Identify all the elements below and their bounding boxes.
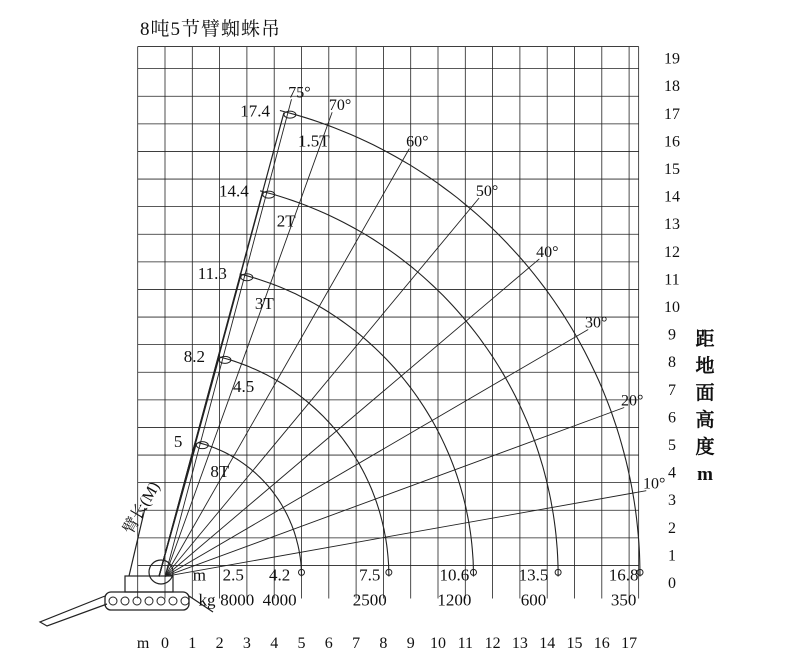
chart-labels — [120, 51, 680, 652]
y-tick-label: 10 — [664, 299, 680, 316]
tip-load-label: 4.5 — [232, 376, 255, 396]
x-tick-label: 17 — [621, 635, 638, 652]
tip-load-label: 8T — [210, 462, 230, 482]
radius-label: 2.5 — [222, 565, 244, 585]
y-tick-label: 16 — [664, 133, 680, 151]
angle-ray — [165, 329, 588, 576]
page-title: 8吨5节臂蜘蛛吊 — [140, 19, 282, 40]
boom-arc — [260, 191, 558, 577]
y-tick-label: 8 — [668, 354, 676, 372]
height-axis-label-char: 距 — [695, 329, 715, 350]
angle-ray — [165, 408, 624, 577]
load-label: 4000 — [262, 590, 297, 610]
height-axis-label-char: 面 — [695, 383, 715, 404]
angle-label: 30° — [584, 314, 608, 332]
y-tick-label: 15 — [664, 161, 680, 178]
y-tick-label: 12 — [664, 243, 680, 261]
y-tick-label: 3 — [668, 492, 676, 510]
track-wheel — [181, 597, 189, 605]
x-tick-label: 9 — [406, 635, 415, 652]
track-wheel — [133, 597, 141, 605]
outrigger-left — [40, 596, 107, 626]
x-tick-label: 1 — [188, 635, 197, 652]
boom-length-label: 11.3 — [197, 264, 227, 284]
angle-ray — [165, 491, 646, 577]
boom-length-label: 8.2 — [183, 346, 205, 366]
track-wheel — [169, 597, 177, 605]
y-tick-label: 5 — [668, 437, 676, 454]
x-tick-label: 3 — [242, 635, 251, 652]
angle-label: 75° — [288, 84, 311, 102]
track-wheel — [109, 597, 117, 605]
x-tick-label: 0 — [161, 635, 169, 652]
tip-load-label: 2T — [276, 211, 296, 231]
y-tick-label: 9 — [668, 326, 676, 344]
x-axis-unit: m — [136, 635, 150, 652]
tip-load-label: 1.5T — [297, 131, 330, 151]
radius-label: 16.8 — [608, 565, 639, 585]
y-tick-label: 7 — [668, 381, 676, 399]
radius-label: 4.2 — [269, 565, 291, 585]
x-tick-label: 4 — [270, 635, 279, 652]
load-label: 350 — [610, 590, 637, 610]
angle-label: 10° — [643, 475, 666, 493]
load-label: 2500 — [352, 590, 387, 610]
x-tick-label: 10 — [430, 635, 446, 652]
load-label: 600 — [520, 590, 547, 610]
height-axis-label-char: 地 — [695, 356, 715, 377]
x-tick-label: 16 — [593, 635, 610, 652]
height-axis-label-char: m — [697, 464, 713, 485]
track-wheel — [121, 597, 129, 605]
boom-length-label: 17.4 — [240, 101, 270, 121]
angle-label: 60° — [406, 133, 429, 151]
crawler-track — [105, 592, 189, 610]
x-tick-label: 11 — [457, 635, 474, 652]
load-label: 8000 — [220, 590, 255, 610]
y-tick-label: 14 — [664, 188, 680, 206]
boom-arc — [240, 274, 474, 577]
grid — [138, 47, 639, 599]
y-tick-label: 6 — [668, 409, 676, 427]
crane-cab — [125, 576, 173, 592]
y-tick-label: 18 — [664, 78, 680, 96]
x-tick-label: 13 — [511, 635, 528, 652]
y-tick-label: 4 — [668, 464, 676, 482]
angle-rays — [165, 99, 646, 576]
angle-ray — [165, 99, 291, 576]
angle-label: 50° — [475, 183, 499, 201]
y-tick-label: 19 — [664, 50, 680, 68]
boom-length-title: 臂长(M) — [120, 479, 164, 537]
angle-ray — [165, 198, 479, 576]
height-axis-label-char: 度 — [695, 437, 715, 458]
load-label: 1200 — [437, 590, 472, 610]
radius-unit: m — [192, 565, 206, 585]
boom-length-label: 5 — [173, 432, 183, 452]
x-tick-label: 15 — [566, 635, 583, 652]
x-tick-label: 5 — [297, 635, 306, 652]
boom-arcs — [198, 111, 643, 577]
height-axis-label-char: 高 — [695, 410, 715, 431]
x-tick-label: 12 — [484, 635, 501, 652]
x-tick-label: 6 — [324, 635, 333, 652]
y-tick-label: 2 — [668, 519, 676, 537]
radius-label: 10.6 — [439, 565, 470, 585]
track-wheel — [145, 597, 153, 605]
boom-arc — [280, 111, 640, 577]
angle-label: 20° — [620, 392, 644, 410]
slewing-ring — [149, 560, 173, 584]
x-tick-label: 7 — [352, 635, 361, 652]
y-tick-label: 11 — [664, 271, 680, 289]
radius-label: 13.5 — [518, 565, 549, 585]
y-tick-label: 17 — [664, 105, 680, 123]
y-tick-label: 13 — [664, 216, 680, 234]
y-tick-label: 1 — [668, 547, 676, 565]
angle-ray — [165, 259, 539, 577]
x-tick-label: 14 — [539, 635, 556, 652]
angle-label: 40° — [536, 243, 559, 261]
boom-length-label: 14.4 — [218, 181, 249, 201]
track-wheel — [157, 597, 165, 605]
radius-label: 7.5 — [359, 565, 381, 585]
load-unit: kg — [198, 590, 216, 610]
x-tick-label: 8 — [379, 635, 388, 652]
angle-label: 70° — [328, 97, 352, 115]
x-tick-label: 2 — [215, 635, 224, 652]
y-tick-label: 0 — [668, 575, 676, 592]
tip-load-label: 3T — [254, 294, 274, 314]
